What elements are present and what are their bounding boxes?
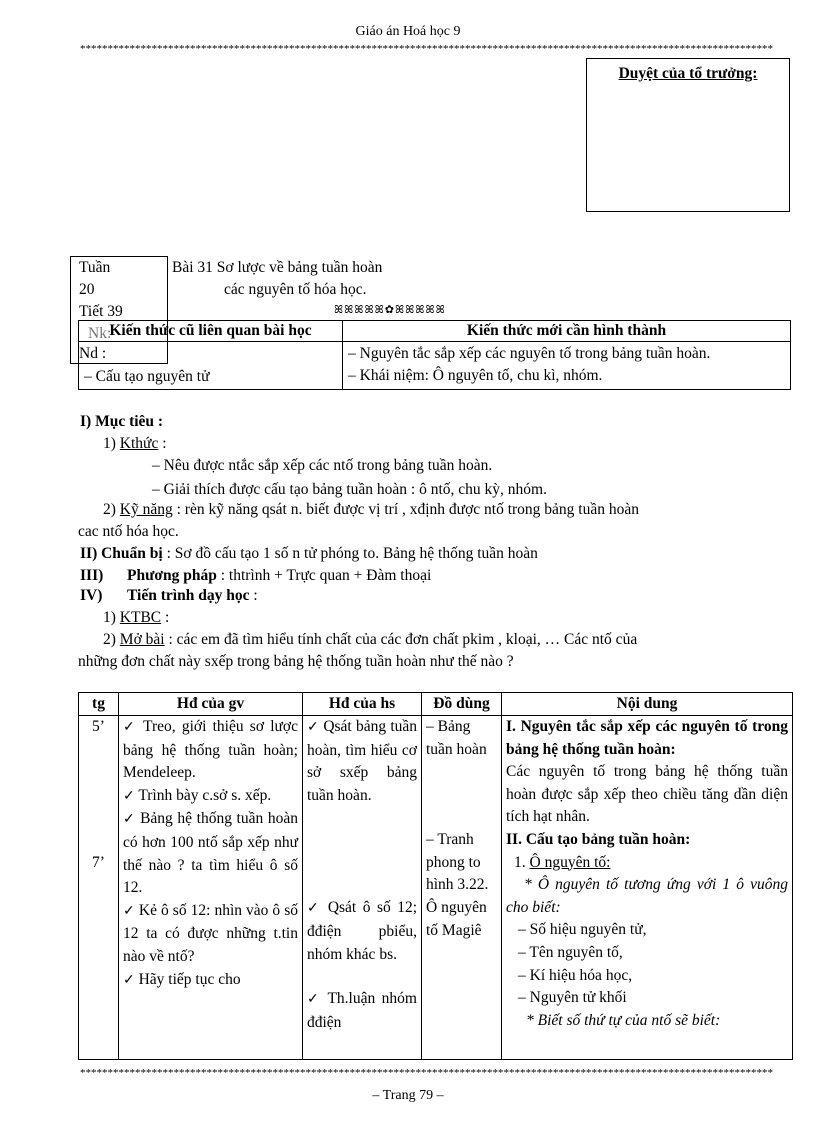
time-cell	[79, 716, 119, 1060]
approval-box	[586, 58, 790, 212]
skill-objective	[103, 500, 639, 520]
header-star-divider: ******************************************************************************************************************************	[80, 44, 773, 54]
process-number: IV)	[80, 587, 103, 604]
teacher-activity-text: Bảng hệ thống tuần hoàn có hơn 100 ntố sắp xếp như thế nào ? ta tìm hiểu ô số 12.	[123, 810, 298, 897]
time-value: 5’	[92, 718, 105, 735]
intro-text-cont: những đơn chất này sxếp trong bảng hệ thống tuần hoàn như thế nào ?	[78, 653, 514, 670]
new-knowledge-item: – Khái niệm: Ô nguyên tố, chu kì, nhóm.	[348, 367, 603, 384]
col-new-knowledge: Kiến thức mới cần hình thành	[343, 321, 791, 342]
item-number: 2)	[103, 501, 116, 518]
student-activity-cell	[303, 716, 422, 1060]
content-subheading	[506, 852, 788, 875]
preparation-text: : Sơ đồ cấu tạo 1 số n tử phóng to. Bảng hệ thống tuần hoàn	[162, 545, 538, 562]
footer-star-divider: ******************************************************************************************************************************	[80, 1068, 773, 1078]
week-number: 20	[79, 281, 95, 298]
material-item: – Tranh phong to hình 3.22. Ô nguyên tố Magiê	[426, 831, 489, 939]
col-student: Hđ của hs	[303, 693, 422, 716]
item-number: 1)	[103, 609, 116, 626]
intro-text: : các em đã tìm hiểu tính chất của các đơn chất pkim , kloại, … Các ntố của	[164, 631, 638, 648]
content-heading: I. Nguyên tắc sắp xếp các nguyên tố trong bảng hệ thống tuần hoàn:	[506, 718, 788, 758]
content-list-item: – Kí hiệu hóa học,	[518, 966, 633, 984]
knowledge-colon: :	[158, 435, 167, 452]
check-icon: ✓	[123, 788, 135, 804]
preparation-label: II) Chuẩn bị	[80, 545, 163, 562]
check-icon: ✓	[123, 903, 135, 919]
objectives-heading: I) Mục tiêu :	[80, 413, 164, 430]
content-cell	[502, 716, 793, 1060]
subheading-label: Ô nguyên tố:	[529, 853, 611, 871]
subheading-number: 1.	[514, 853, 526, 871]
teacher-activity-cell	[119, 716, 303, 1060]
content-heading: II. Cấu tạo bảng tuần hoàn:	[506, 830, 691, 848]
process-colon: :	[249, 587, 258, 604]
method-label: Phương pháp	[127, 567, 217, 584]
method	[80, 566, 431, 586]
check-icon: ✓	[307, 992, 322, 1008]
skill-label: Kỹ năng	[119, 501, 173, 518]
content-list-item: – Nguyên tử khối	[518, 989, 627, 1007]
teacher-activity-text: Trình bày c.sở s. xếp.	[138, 786, 272, 804]
lesson-table	[78, 692, 793, 1060]
col-old-knowledge: Kiến thức cũ liên quan bài học	[79, 321, 343, 342]
materials-cell	[422, 716, 502, 1060]
process-label: Tiến trình dạy học	[127, 587, 250, 604]
check-icon: ✓	[123, 972, 135, 988]
teacher-activity	[123, 808, 298, 899]
student-activity	[307, 716, 417, 807]
knowledge-bullet: – Nêu được ntắc sắp xếp các ntố trong bảng tuần hoàn.	[152, 457, 493, 474]
ornament-divider: ꕤꕤꕤꕤꕤ✿ꕤꕤꕤꕤꕤ	[334, 303, 446, 316]
student-activity-text: Qsát ô số 12; đđiện pbiểu, nhóm khác bs.	[307, 899, 418, 963]
method-number: III)	[80, 567, 104, 584]
skill-text-cont: cac ntố hóa học.	[78, 523, 179, 540]
lesson-title-line2: các nguyên tố hóa học.	[224, 281, 367, 298]
preparation	[80, 544, 538, 564]
col-materials: Đồ dùng	[422, 693, 502, 716]
lesson-title: Bài 31 Sơ lược về bảng tuần hoàn	[172, 259, 383, 276]
teacher-activity-text: Treo, giới thiệu sơ lược bảng hệ thống tuần hoàn; Mendeleep.	[123, 718, 299, 782]
teacher-activity	[123, 785, 298, 809]
knowledge-table	[78, 320, 791, 390]
check-icon: ✓	[307, 901, 322, 917]
col-time: tg	[79, 693, 119, 716]
knowledge-label: Kthức	[119, 435, 159, 452]
check-icon: ✓	[307, 720, 320, 735]
teacher-activity	[123, 969, 298, 993]
student-activity-text: Th.luận nhóm đđiện	[307, 990, 417, 1031]
time-value: 7’	[92, 853, 105, 871]
method-text: : thtrình + Trực quan + Đàm thoại	[216, 567, 432, 584]
knowledge-bullet: – Giải thích được cấu tạo bảng tuần hoàn : ô ntố, chu kỳ, nhóm.	[152, 481, 547, 498]
student-activity-text: Qsát bảng tuần hoàn, tìm hiểu cơ sở sxếp bảng tuần hoàn.	[307, 718, 418, 804]
ktbc	[103, 608, 169, 628]
intro	[103, 630, 637, 650]
process	[80, 586, 258, 606]
lesson-period: Tiết 39	[79, 303, 123, 320]
ktbc-label: KTBC	[119, 609, 162, 626]
page-number: – Trang 79 –	[372, 1088, 444, 1103]
date-nd: Nd :	[79, 345, 107, 362]
content-list-item: – Số hiệu nguyên tử,	[518, 921, 647, 939]
student-activity	[307, 988, 417, 1034]
teacher-activity-text: Hãy tiếp tục cho	[138, 970, 241, 988]
approval-label: Duyệt của tổ trưởng:	[618, 65, 758, 82]
old-knowledge-item: – Cấu tạo nguyên tử	[79, 342, 343, 390]
teacher-activity	[123, 716, 298, 785]
page-header-title: Giáo án Hoá học 9	[355, 24, 461, 39]
item-number: 1)	[103, 435, 116, 452]
content-paragraph: Các nguyên tố trong bảng hệ thống tuần hoàn được sắp xếp theo chiều tăng dần diện tích hạt nhân.	[506, 763, 788, 826]
check-icon: ✓	[123, 812, 136, 828]
skill-text: : rèn kỹ năng qsát n. biết được vị trí , xđịnh được ntố trong bảng tuần hoàn	[172, 501, 639, 518]
new-knowledge-cell	[343, 342, 791, 390]
ktbc-colon: :	[161, 609, 170, 626]
content-note: * Biết số thứ tự của ntố sẽ biết:	[526, 1011, 721, 1029]
knowledge-objective	[103, 434, 167, 454]
date-nk: Nk:	[88, 325, 112, 342]
intro-label: Mở bài	[119, 631, 165, 648]
col-content: Nội dung	[502, 693, 793, 716]
week-label: Tuần	[79, 259, 111, 276]
col-teacher: Hđ của gv	[119, 693, 303, 716]
check-icon: ✓	[123, 720, 138, 735]
item-number: 2)	[103, 631, 116, 648]
content-note: * Ô nguyên tố tương ứng với 1 ô vuông cho biết:	[506, 876, 788, 916]
teacher-activity-text: Kẻ ô số 12: nhìn vào ô số 12 ta có được những t.tin nào về ntố?	[123, 901, 298, 965]
teacher-activity	[123, 900, 298, 969]
new-knowledge-item: – Nguyên tắc sắp xếp các nguyên tố trong bảng tuần hoàn.	[348, 345, 711, 362]
material-item: – Bảng tuần hoàn	[426, 718, 487, 758]
student-activity	[307, 897, 417, 966]
content-list-item: – Tên nguyên tố,	[518, 943, 623, 961]
